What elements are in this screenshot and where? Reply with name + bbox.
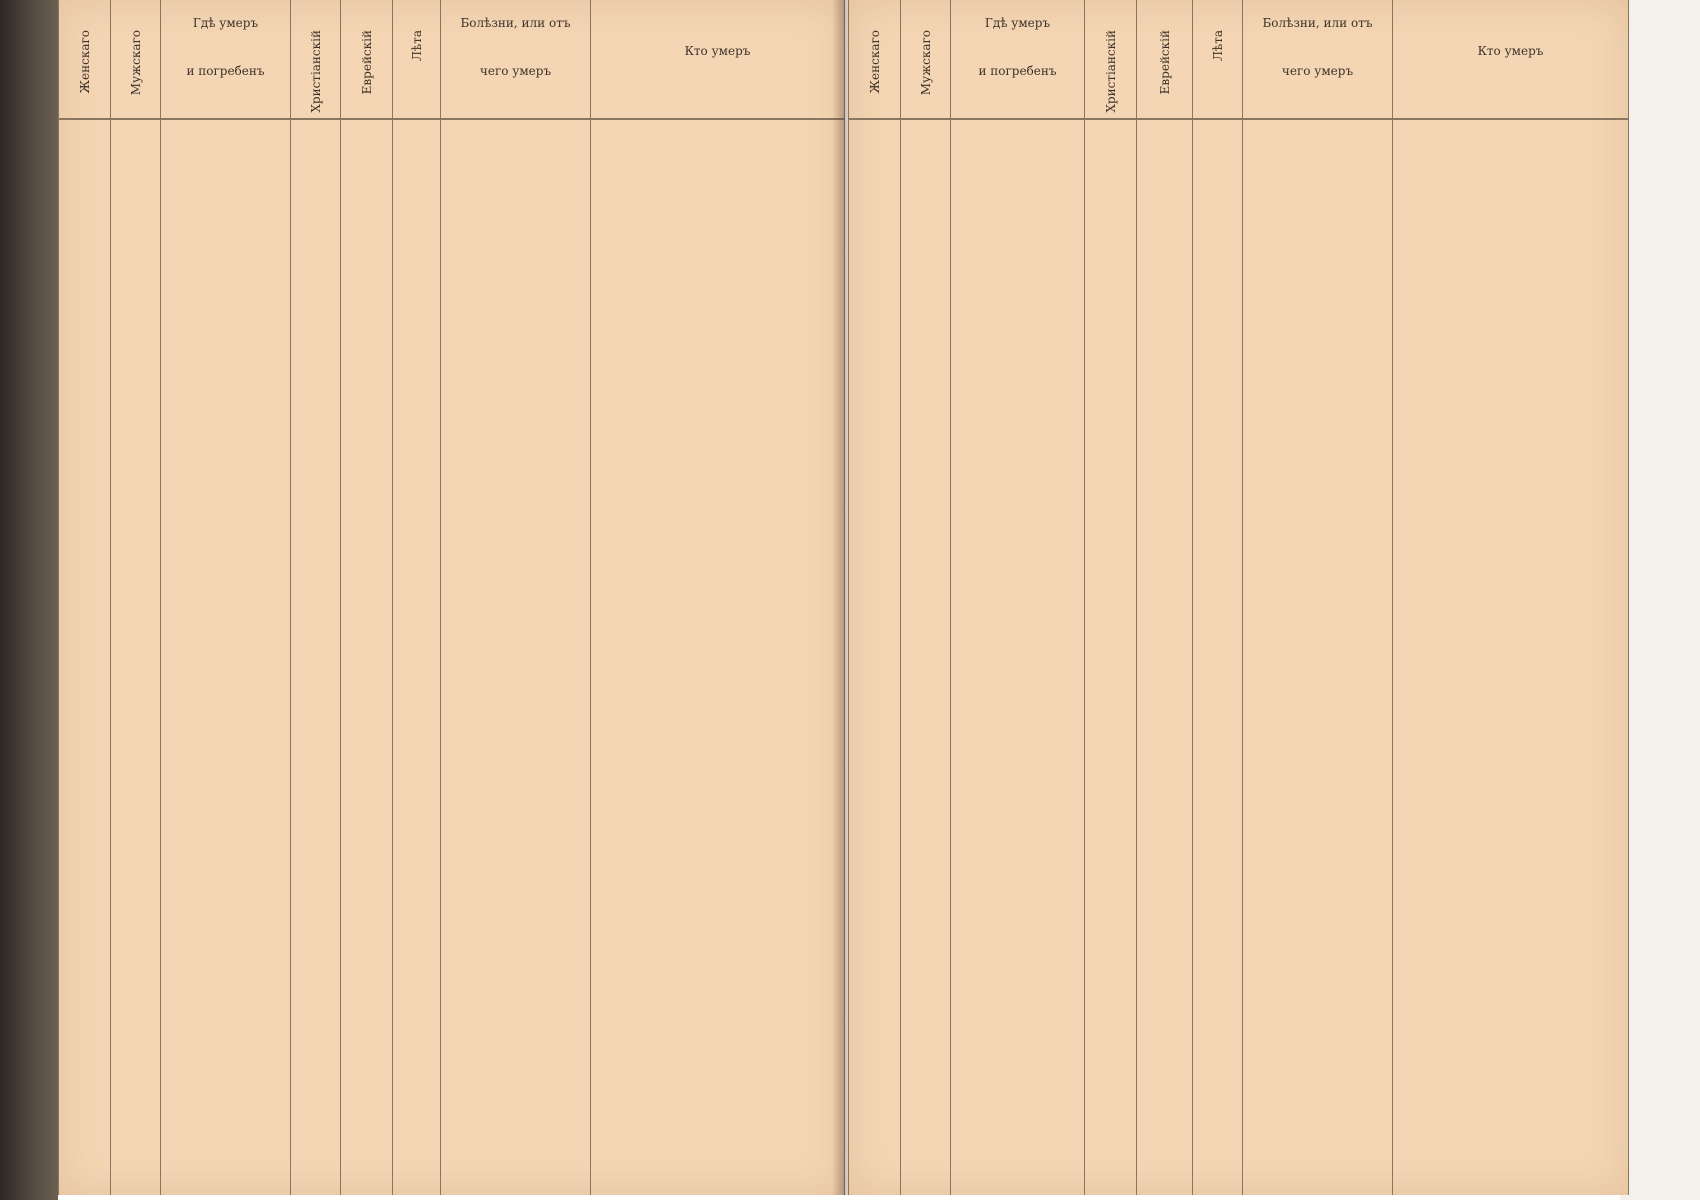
header-jewish-date: Еврейскій bbox=[1137, 0, 1193, 119]
death-register-left bbox=[58, 0, 845, 1195]
body-female-column bbox=[59, 119, 111, 1195]
header-male: Мужскаго bbox=[901, 0, 951, 119]
book-binding-left bbox=[0, 0, 58, 1200]
header-place: Гдѣ умеръ и погребенъ bbox=[161, 0, 291, 119]
header-christian-date: Христіанскій bbox=[1085, 0, 1137, 119]
body-jewish-column bbox=[341, 119, 393, 1195]
header-male: Мужскаго bbox=[111, 0, 161, 119]
body-christian-column bbox=[291, 119, 341, 1195]
table-body bbox=[59, 119, 845, 1195]
death-register-right bbox=[848, 0, 1629, 1195]
header-who: Кто умеръ bbox=[591, 0, 845, 119]
body-place-column bbox=[161, 119, 291, 1195]
body-christian-column bbox=[1085, 119, 1137, 1195]
body-who-column bbox=[591, 119, 845, 1195]
table-body bbox=[849, 119, 1629, 1195]
header-female: Женскаго bbox=[849, 0, 901, 119]
body-cause-column bbox=[441, 119, 591, 1195]
body-male-column bbox=[901, 119, 951, 1195]
header-cause: Болѣзни, или отъ чего умеръ bbox=[1243, 0, 1393, 119]
book-edge-right bbox=[1620, 0, 1700, 1200]
left-page bbox=[58, 0, 844, 1195]
body-female-column bbox=[849, 119, 901, 1195]
header-jewish-date: Еврейскій bbox=[341, 0, 393, 119]
body-male-column bbox=[111, 119, 161, 1195]
header-christian-date: Христіанскій bbox=[291, 0, 341, 119]
body-place-column bbox=[951, 119, 1085, 1195]
header-place: Гдѣ умеръ и погребенъ bbox=[951, 0, 1085, 119]
body-age-column bbox=[1193, 119, 1243, 1195]
body-who-column bbox=[1393, 119, 1629, 1195]
header-female: Женскаго bbox=[59, 0, 111, 119]
body-age-column bbox=[393, 119, 441, 1195]
body-jewish-column bbox=[1137, 119, 1193, 1195]
header-age: Лѣта bbox=[393, 0, 441, 119]
header-age: Лѣта bbox=[1193, 0, 1243, 119]
header-cause: Болѣзни, или отъ чего умеръ bbox=[441, 0, 591, 119]
body-cause-column bbox=[1243, 119, 1393, 1195]
header-who: Кто умеръ bbox=[1393, 0, 1629, 119]
right-page bbox=[848, 0, 1628, 1195]
